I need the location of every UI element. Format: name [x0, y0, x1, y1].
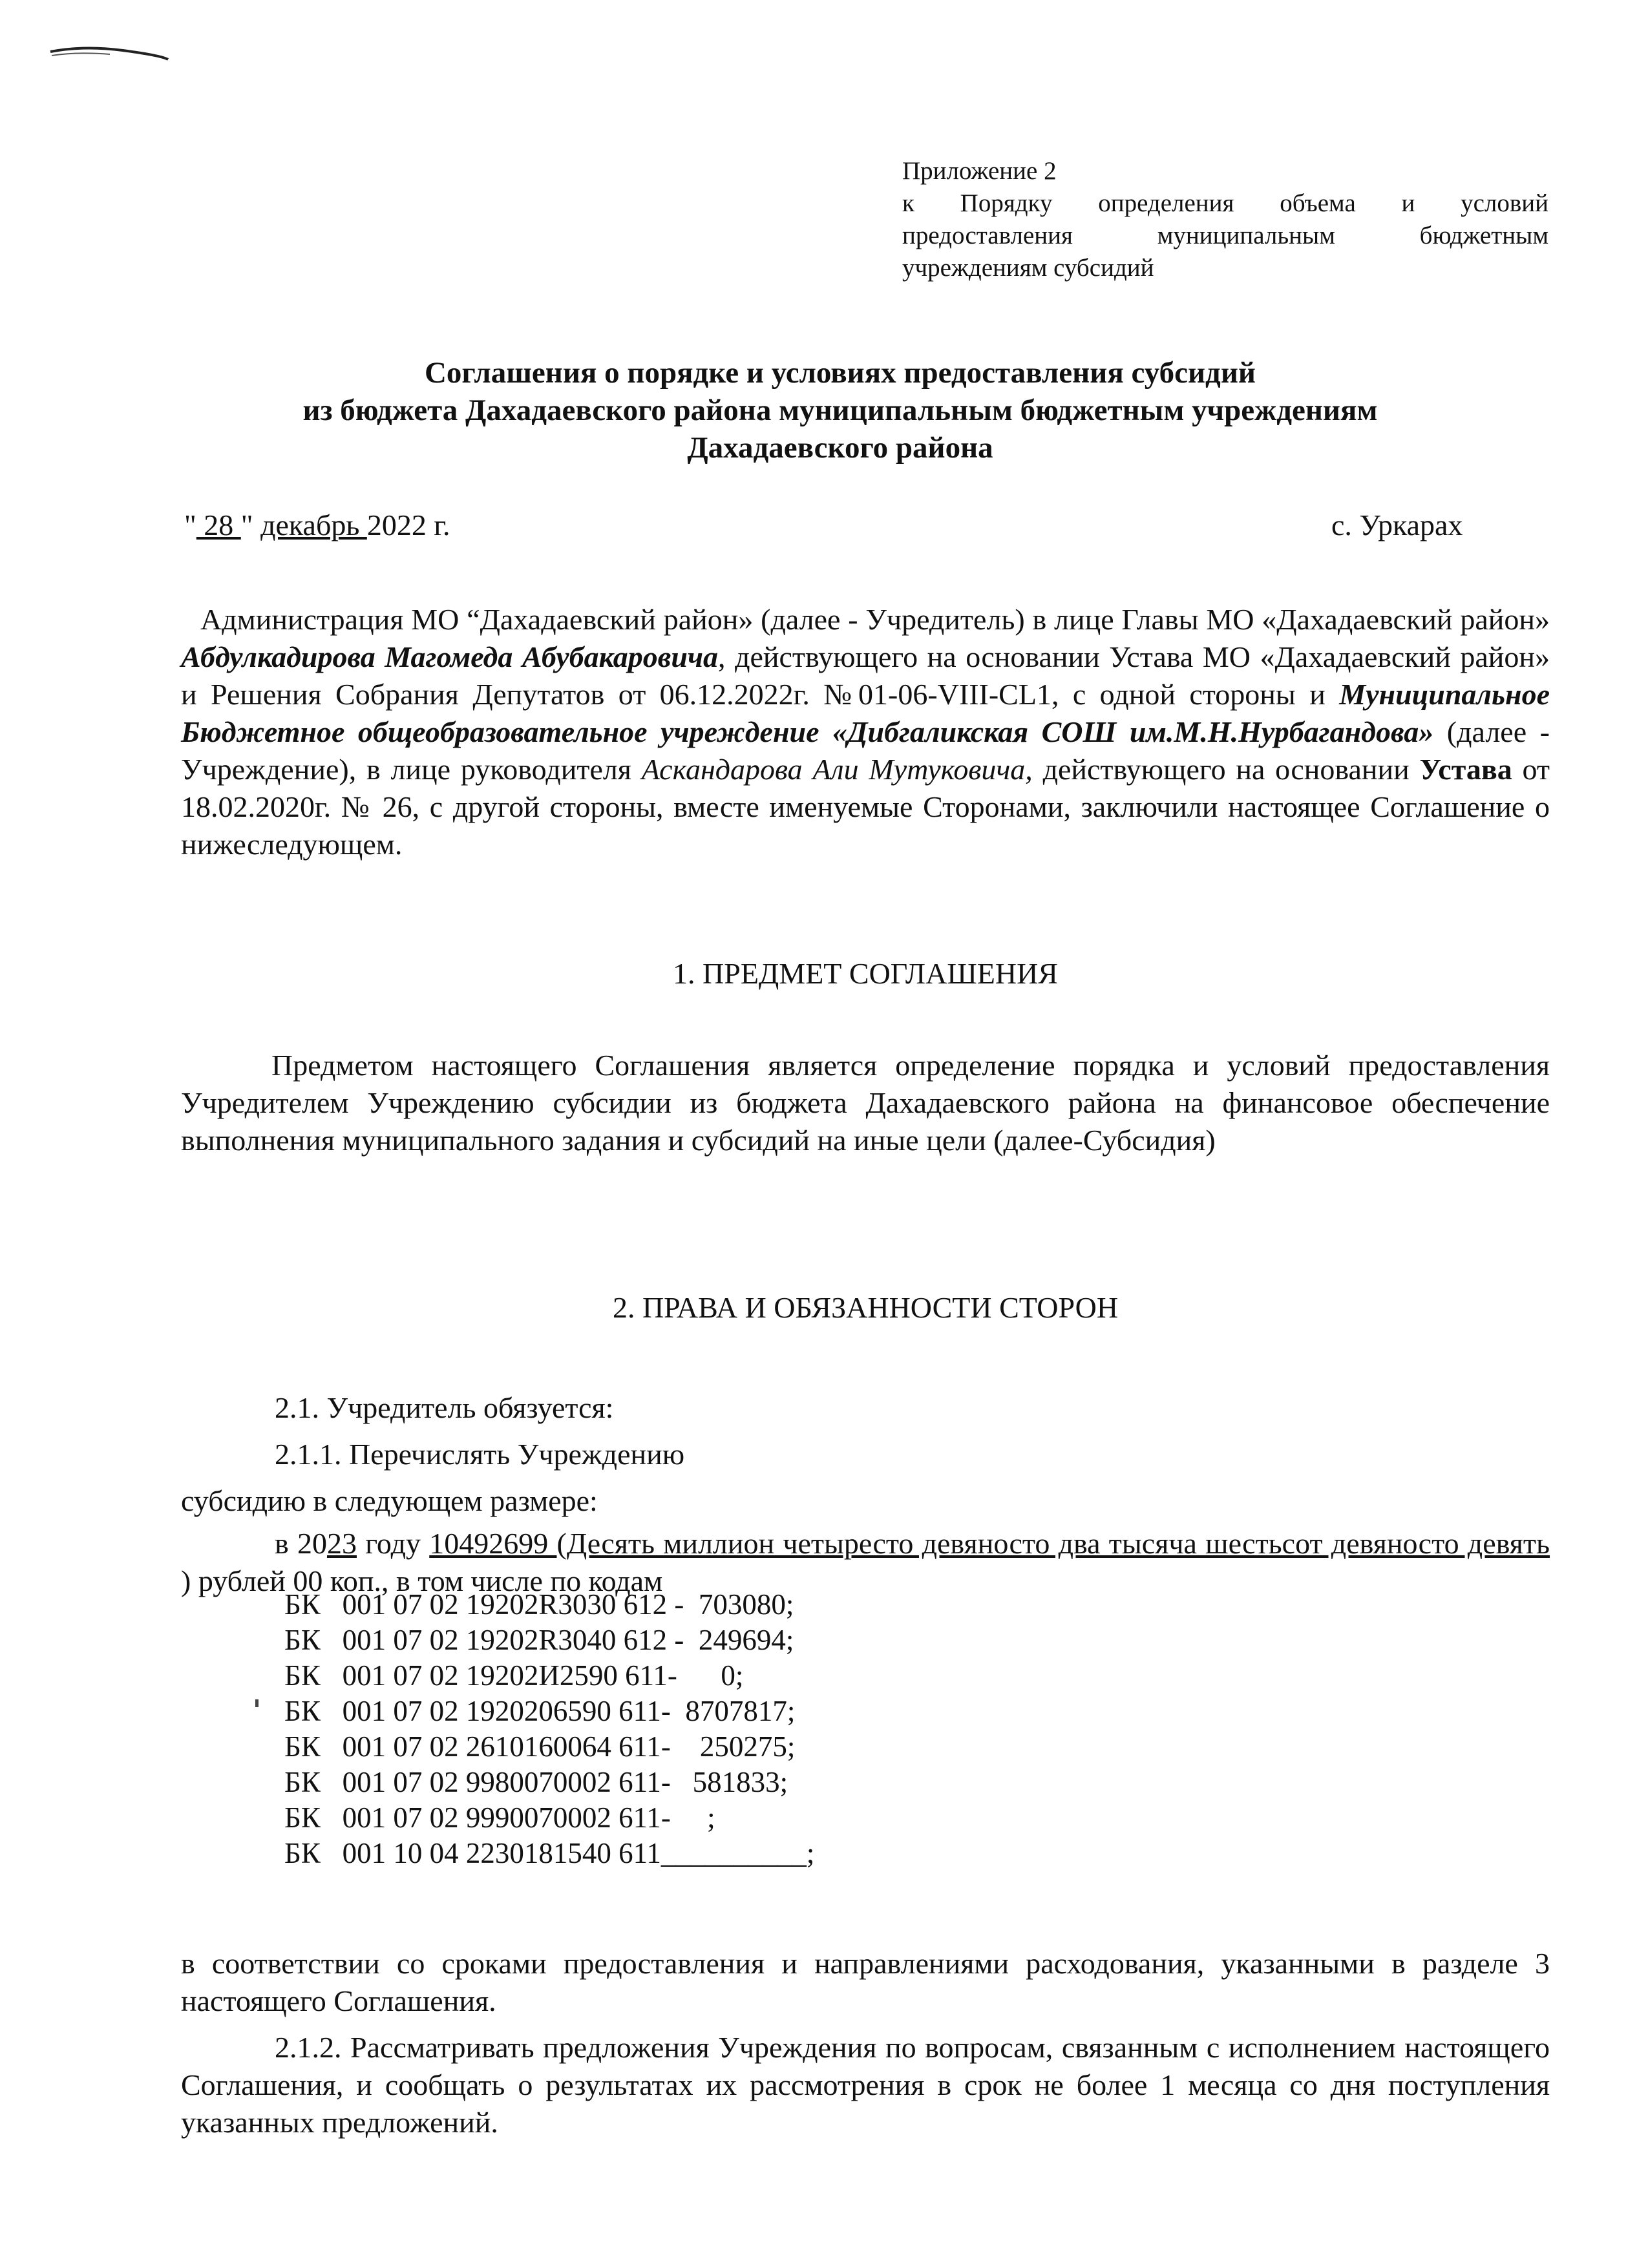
appendix-text-line: учреждениям субсидий: [902, 254, 1154, 282]
stray-mark: [255, 1699, 259, 1707]
amount-text: в 20: [275, 1527, 327, 1560]
clause-2-1-1: 2.1.1. Перечислять Учреждению: [275, 1438, 685, 1471]
amount-text: году: [356, 1527, 430, 1560]
appendix-text-line: к Порядку определения объема и условий: [902, 189, 1548, 217]
subsidy-lead: субсидию в следующем размере:: [181, 1484, 598, 1517]
after-codes-text: в соответствии со сроками предоставления и направлениями расходования, указанными в разделе 3 настоящего Соглашения.: [181, 1947, 1550, 2017]
agreement-place: с. Уркарах: [1331, 509, 1463, 541]
head-name: Абдулкадирова Магомеда Абубакаровича: [181, 640, 719, 673]
budget-code-row: БК 001 07 02 9980070002 611- 581833;: [284, 1766, 788, 1798]
quote-mark: ": [184, 509, 196, 541]
amount-in-words: Десять миллион четыресто девяносто два тысяча шестьсот девяносто девять: [566, 1527, 1550, 1560]
pen-mark: [45, 26, 174, 71]
amount-year: 23: [326, 1527, 357, 1560]
budget-code-row: БК 001 07 02 19202R3040 612 - 249694;: [284, 1624, 794, 1656]
budget-code-row: БК 001 07 02 9990070002 611- ;: [284, 1801, 715, 1834]
title-line: Соглашения о порядке и условиях предоставления субсидий: [424, 356, 1256, 390]
document-title: [155, 354, 1525, 467]
budget-code-row: БК 001 10 04 2230181540 611__________;: [284, 1837, 815, 1869]
director-name: Аскандарова Али Мутуковича,: [641, 753, 1033, 786]
preamble-text: , действующего на основании Устава МО «Дахадаевский район» и Решения Собрания Депутатов от 06.12.2022г. №01-06-VIII-CL1, с одной стороны и: [181, 640, 1550, 711]
preamble-paragraph: [181, 601, 1550, 863]
budget-code-row: БК 001 07 02 1920206590 611- 8707817;: [284, 1695, 796, 1727]
budget-codes-list: [284, 1587, 814, 1871]
title-line: Дахадаевского района: [687, 431, 993, 465]
section-2-heading: 2. ПРАВА И ОБЯЗАННОСТИ СТОРОН: [612, 1291, 1119, 1324]
charter-word: Устава: [1419, 753, 1512, 786]
appendix-number: Приложение 2: [902, 157, 1057, 185]
title-line: из бюджета Дахадаевского района муниципальным бюджетным учреждениям: [302, 394, 1378, 427]
budget-code-row: БК 001 07 02 19202И2590 611- 0;: [284, 1659, 744, 1692]
preamble-text: действующего на основании: [1032, 753, 1420, 786]
preamble-text: Администрация МО “Дахадаевский район» (далее - Учредитель) в лице Главы МО «Дахадаевский район»: [200, 603, 1550, 636]
agreement-date: [184, 507, 450, 544]
budget-code-row: БК 001 07 02 2610160064 611- 250275;: [284, 1730, 796, 1763]
date-year: 2022 г.: [366, 509, 450, 541]
appendix-header: [902, 155, 1548, 284]
preamble-text: (далее - Учреждение), в лице руководителя: [181, 715, 1550, 786]
clause-2-1: 2.1. Учредитель обязуется:: [275, 1391, 614, 1424]
section-1-text: Предметом настоящего Соглашения является определение порядка и условий предоставления Учредителем Учреждению субсидии из бюджета Дахадаевского района на финансовое обеспечение выполнения муниципального задания и субсидий на иные цели (далее-Субсидия): [181, 1049, 1550, 1157]
amount-sum: 10492699: [429, 1527, 557, 1560]
amount-text: ) рублей 00 коп., в том числе по кодам: [181, 1564, 663, 1597]
appendix-text-line: предоставления муниципальным бюджетным: [902, 222, 1548, 249]
budget-code-row: БК 001 07 02 19202R3030 612 - 703080;: [284, 1588, 794, 1621]
quote-mark: ": [240, 509, 261, 541]
section-1-heading: 1. ПРЕДМЕТ СОГЛАШЕНИЯ: [673, 957, 1058, 990]
preamble-text: от 18.02.2020г. № 26, с другой стороны, вместе именуемые Сторонами, заключили настоящее Соглашение о нижеследующем.: [181, 753, 1550, 861]
clause-2-1-2: 2.1.2. Рассматривать предложения Учреждения по вопросам, связанным с исполнением настоящего Соглашения, и сообщать о результатах их рассмотрения в срок не более 1 месяца со дня поступления указанных предложений.: [181, 2031, 1550, 2139]
institution-name: Муниципальное Бюджетное общеобразовательное учреждение «Дибгаликская СОШ им.М.Н.Нурбагандова»: [181, 678, 1550, 748]
date-month: декабрь: [260, 509, 367, 541]
date-day: 28: [196, 509, 241, 541]
amount-text: (: [556, 1527, 567, 1560]
